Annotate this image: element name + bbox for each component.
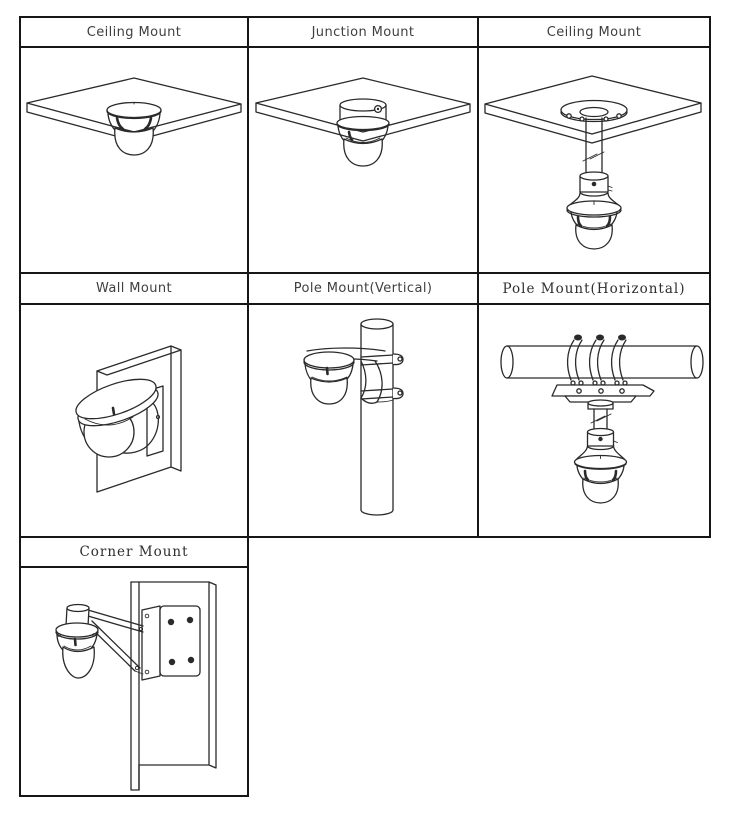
grid-line xyxy=(709,16,711,538)
grid-line xyxy=(19,566,249,568)
ceiling-mount-pendant-illustration xyxy=(479,48,709,272)
cell-title-ceiling-mount-pendant: Ceiling Mount xyxy=(546,24,642,40)
cell-title-pole-mount-vertical: Pole Mount(Vertical) xyxy=(293,281,433,296)
pole-mount-vertical-illustration xyxy=(249,305,477,536)
ceiling-mount-direct-illustration xyxy=(21,48,247,272)
cell-title-wall-mount: Wall Mount xyxy=(95,281,173,296)
pole-mount-horizontal-illustration xyxy=(479,305,709,536)
cell-title-ceiling-mount-direct: Ceiling Mount xyxy=(86,24,182,40)
junction-mount-illustration xyxy=(249,48,477,272)
wall-mount-illustration xyxy=(21,305,247,536)
cell-title-junction-mount: Junction Mount xyxy=(311,24,415,40)
cell-title-corner-mount: Corner Mount xyxy=(79,544,189,560)
grid-line xyxy=(19,795,249,797)
corner-mount-illustration xyxy=(21,569,247,795)
cell-title-pole-mount-horizontal: Pole Mount(Horizontal) xyxy=(502,280,686,297)
